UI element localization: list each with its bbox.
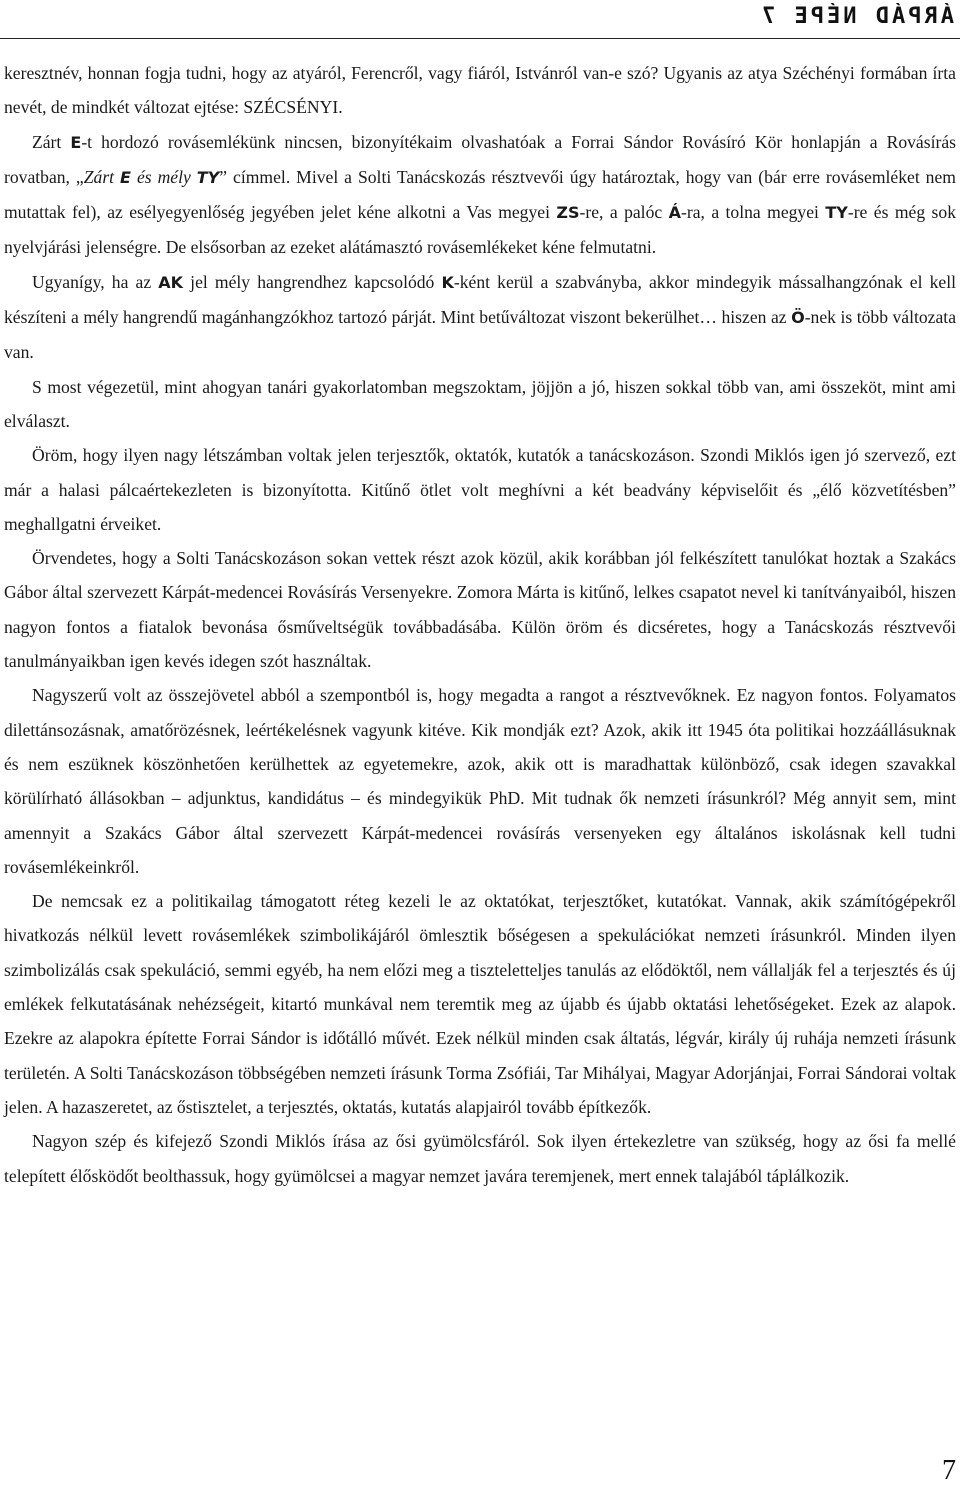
text-run: ” címmel. Mivel a Solti Tanácskozás résztvevői úgy határoztak, hogy van (bár erre rovásemléket nem mutattak fel), az esélyegyenlőség jegyében jelet kéne alkotni a Vas megyei xyxy=(4,166,956,223)
rovas-letter-glyph: E xyxy=(120,167,131,187)
text-run: Nagyon szép és kifejező Szondi Miklós írása az ősi gyümölcsfáról. Sok ilyen értekezletre van szükség, hogy az ősi fa mellé telepített élősködőt beolthassuk, hogy gyümölcsei a magyar nemzet javára teremjenek, mert ennek talajából táplálkozik. xyxy=(4,1131,956,1186)
rovas-letter-glyph: E xyxy=(70,132,82,152)
text-run: -t hordozó rovásemlékünk nincsen, bizonyítékaim olvashatóak a Forrai Sándor Rovásíró Kör honlapján a Rovásírás rovatban, „ xyxy=(4,131,956,187)
paragraph xyxy=(4,678,956,884)
rovas-letter-glyph: Ö xyxy=(791,308,805,328)
text-run: S most végezetül, mint ahogyan tanári gyakorlatomban megszoktam, jöjjön a jó, hiszen sokkal több van, ami összeköt, mint ami elválaszt. xyxy=(4,376,956,431)
paragraph xyxy=(4,541,956,678)
paragraph xyxy=(4,125,956,265)
text-run: -re és még sok nyelvjárási jelenségre. De elsősorban az ezeket alátámasztó rovásemlékeket kéne felmutatni. xyxy=(4,202,956,258)
text-run: De nemcsak ez a politikailag támogatott réteg kezeli le az oktatókat, terjesztőket, kutatókat. Vannak, akik számítógépekről hivatkozás nélkül levett rovásemlékek szimbolikájáról ömlesztik bőségesen a spekulációkat nemzeti írásunkról. Minden ilyen szimbolizálás csak spekuláció, semmi egyéb, ha nem előzi meg a tiszteletteljes tanulás az elődöktől, nem vállalják fel a terjesztés és új emlékek felkutatásának nehézségeit, kitartó munkával nem teremtik meg az újabb és újabb oktatási lehetőségeket. Ezek az alapok. Ezekre az alapokra építette Forrai Sándor is időtálló művét. Ezek nélkül minden csak áltatás, légvár, király új ruhája nemzeti írásunk területén. A Solti Tanácskozáson többségében nemzeti írásunk Torma Zsófiái, Tar Mihályai, Magyar Adorjánjai, Forrai Sándorai voltak jelen. A hazaszeretet, az őstisztelet, a terjesztés, oktatás, kutatás alapjairól tovább építkezők. xyxy=(4,891,956,1117)
text-run: -ra, a tolna megyei xyxy=(680,202,826,223)
rovas-letter-glyph: AK xyxy=(158,272,184,292)
text-run: keresztnév, honnan fogja tudni, hogy az atyáról, Ferencről, vagy fiáról, Istvánról van-e szó? Ugyanis az atya Széchényi formában írta nevét, de mindkét változat ejtése: SZÉCSÉNYI. xyxy=(4,63,956,118)
text-run: -ként kerül a szabványba, akkor mindegyik mássalhangzónak el kell készíteni a mély hangrendű magánhangzókhoz tartozó párját. Mint betűváltozat viszont bekerülhet… hiszen az xyxy=(4,271,956,328)
paragraph xyxy=(4,438,956,541)
running-header-title: ÁRPÁD NÉPE 7 xyxy=(759,4,954,29)
rovas-letter-glyph: Á xyxy=(668,203,681,223)
rovas-letter-glyph: ZS xyxy=(556,203,580,223)
rovas-letter-glyph: TY xyxy=(825,203,848,223)
text-run: Örvendetes, hogy a Solti Tanácskozáson sokan vettek részt azok közül, akik korábban jól felkészített tanulókat hoztak a Szakács Gábor által szervezett Kárpát-medencei Rovásírás Versenyekre. Zomora Márta is kitűnő, lelkes csapatot nevel ki tanítványaiból, hiszen nagyon fontos a fiatalok bevonása ősműveltségük továbbadásába. Külön öröm és dicséretes, hogy a Tanácskozás résztvevői tanulmányaikban igen kevés idegen szót használtak. xyxy=(4,548,956,672)
text-run: és mély xyxy=(130,166,197,187)
text-run: -nek is több változata van. xyxy=(4,307,956,363)
rovas-letter-glyph: K xyxy=(441,272,454,292)
paragraph xyxy=(4,265,956,370)
paragraph xyxy=(4,56,956,125)
paragraph xyxy=(4,884,956,1124)
rovas-letter-glyph: TY xyxy=(196,167,220,187)
page-number: 7 xyxy=(942,1455,956,1486)
article-body xyxy=(4,56,956,1193)
paragraph xyxy=(4,370,956,439)
text-run: Ugyanígy, ha az xyxy=(32,271,159,292)
text-run: jel mély hangrendhez kapcsolódó xyxy=(183,271,442,292)
text-run: Zárt xyxy=(83,166,121,187)
text-run: -re, a palóc xyxy=(579,202,669,223)
text-run: Zárt xyxy=(32,131,71,152)
text-run: Nagyszerű volt az összejövetel abból a szempontból is, hogy megadta a rangot a résztvevőknek. Ez nagyon fontos. Folyamatos dilettánsozásnak, amatőrözésnek, leértékelésnek vagyunk kitéve. Kik mondják ezt? Azok, akik itt 1945 óta politikai hozzáállásuknak és nem eszüknek köszönhetően kerülhettek az egyetemekre, azok, akik ott is maradhattak különböző, csak idegen szavakkal körülírható állásokban – adjunktus, kandidátus – és mindegyikük PhD. Mit tudnak ők nemzeti írásunkról? Még annyit sem, mint amennyit a Szakács Gábor által szervezett Kárpát-medencei rovásírás versenyeken egy általános iskolásnak kell tudni rovásemlékeinkről. xyxy=(4,685,956,877)
text-run: Öröm, hogy ilyen nagy létszámban voltak jelen terjesztők, oktatók, kutatók a tanácskozáson. Szondi Miklós igen jó szervező, ezt már a halasi pálcaértekezleten is bizonyította. Kitűnő ötlet volt meghívni a két beadvány képviselőit és „élő közvetítésben” meghallgatni érveiket. xyxy=(4,445,956,534)
paragraph xyxy=(4,1124,956,1193)
page-header xyxy=(0,0,960,39)
